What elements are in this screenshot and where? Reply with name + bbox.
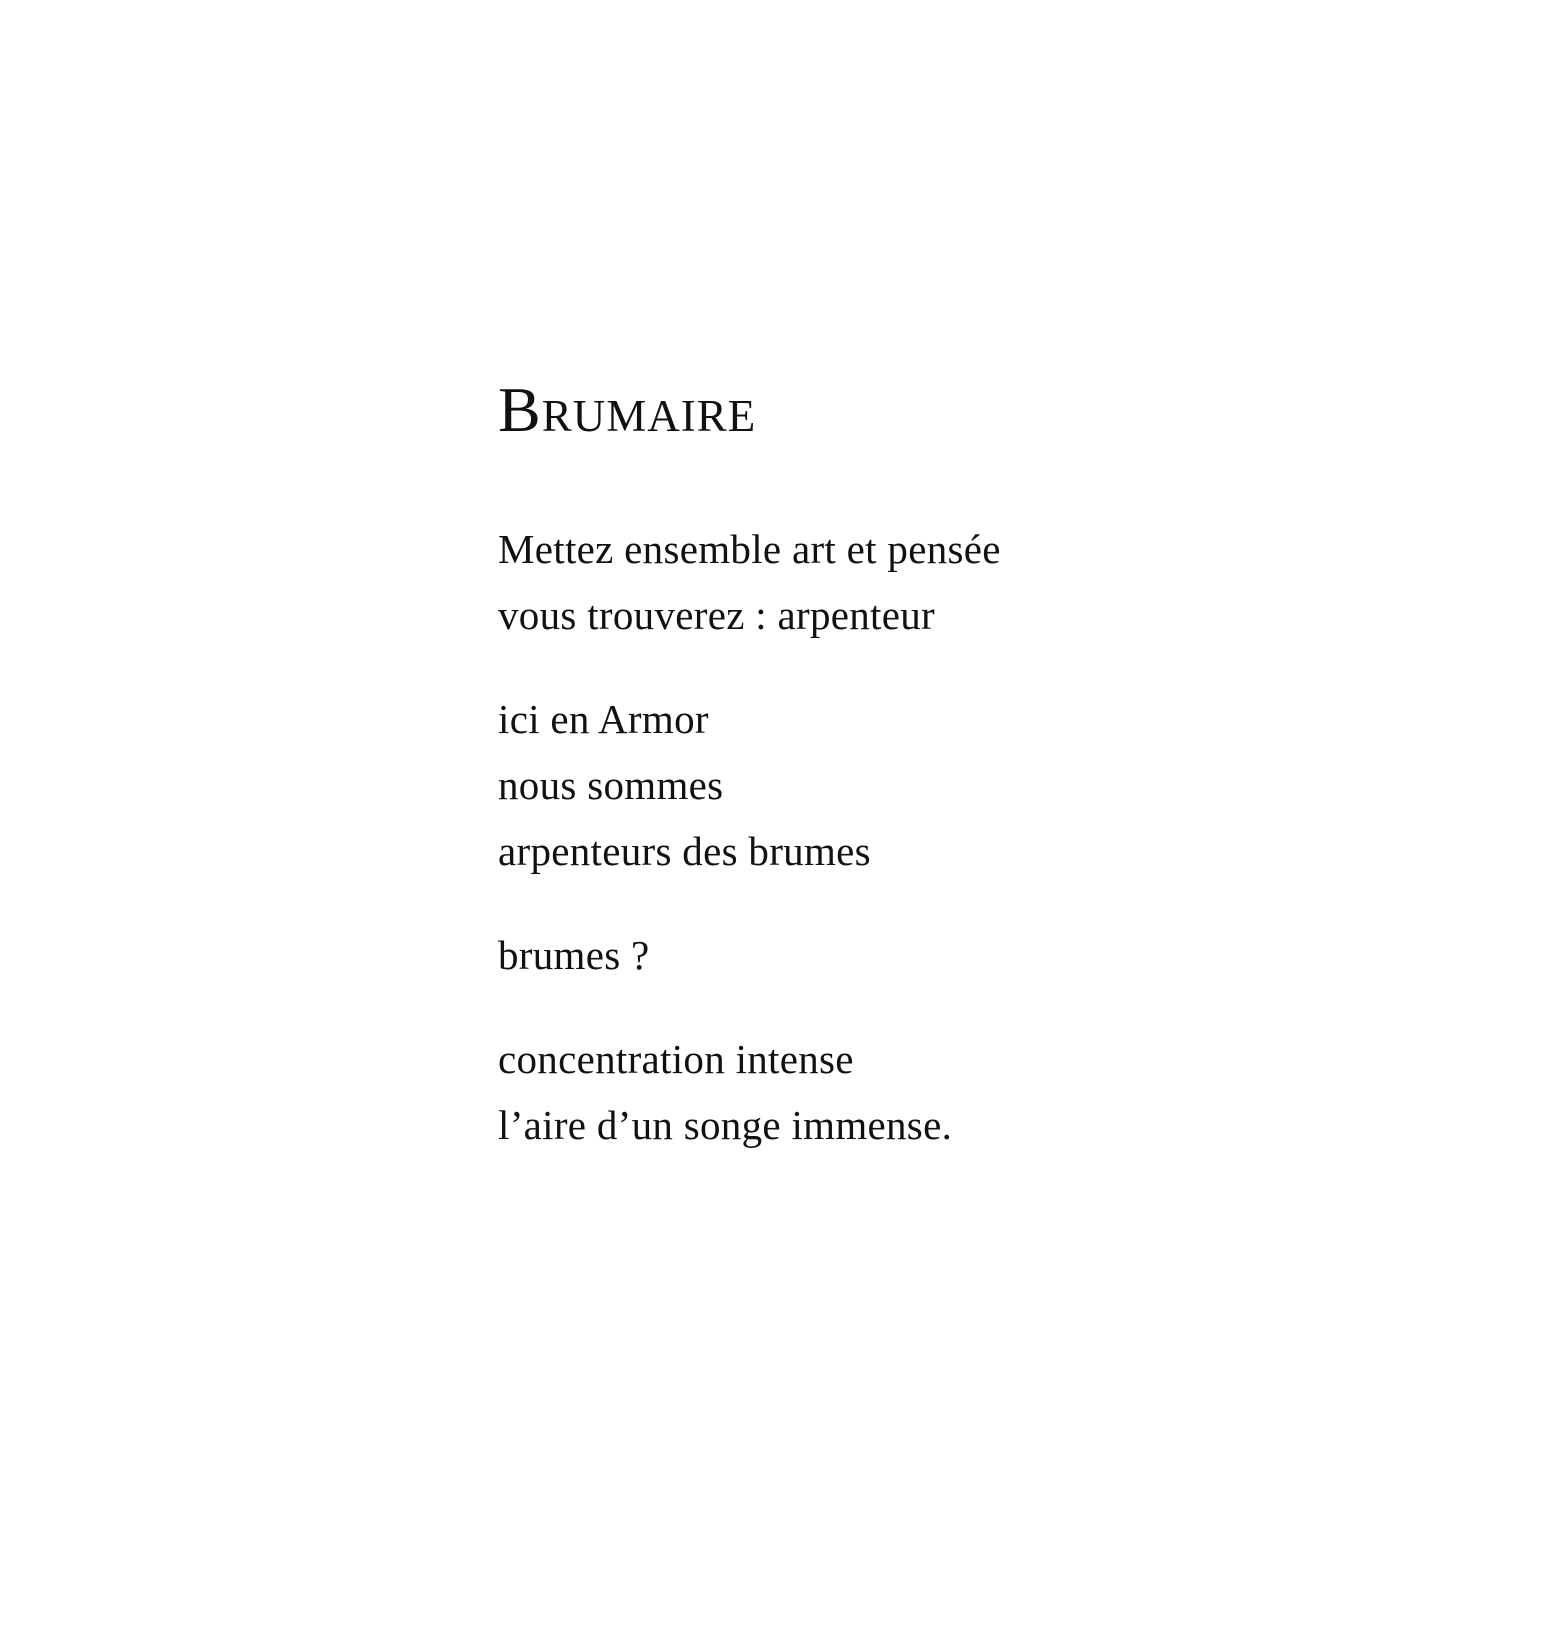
poem-title: Brumaire: [498, 374, 757, 445]
poem-line: l’aire d’un songe immense.: [498, 1102, 953, 1148]
poem-line: brumes ?: [498, 932, 650, 978]
stanza-4: [498, 1026, 1198, 1158]
poem-line: concentration intense: [498, 1036, 854, 1082]
stanza-2: [498, 686, 1198, 884]
stanza-1: [498, 516, 1198, 648]
stanza-3: [498, 922, 1198, 988]
poem-line: arpenteurs des brumes: [498, 828, 871, 874]
poem-line: vous trouverez : arpenteur: [498, 592, 935, 638]
poem-line: ici en Armor: [498, 696, 709, 742]
poem: [498, 372, 1198, 1196]
poem-line: nous sommes: [498, 762, 724, 808]
poem-line: Mettez ensemble art et pensée: [498, 526, 1001, 572]
